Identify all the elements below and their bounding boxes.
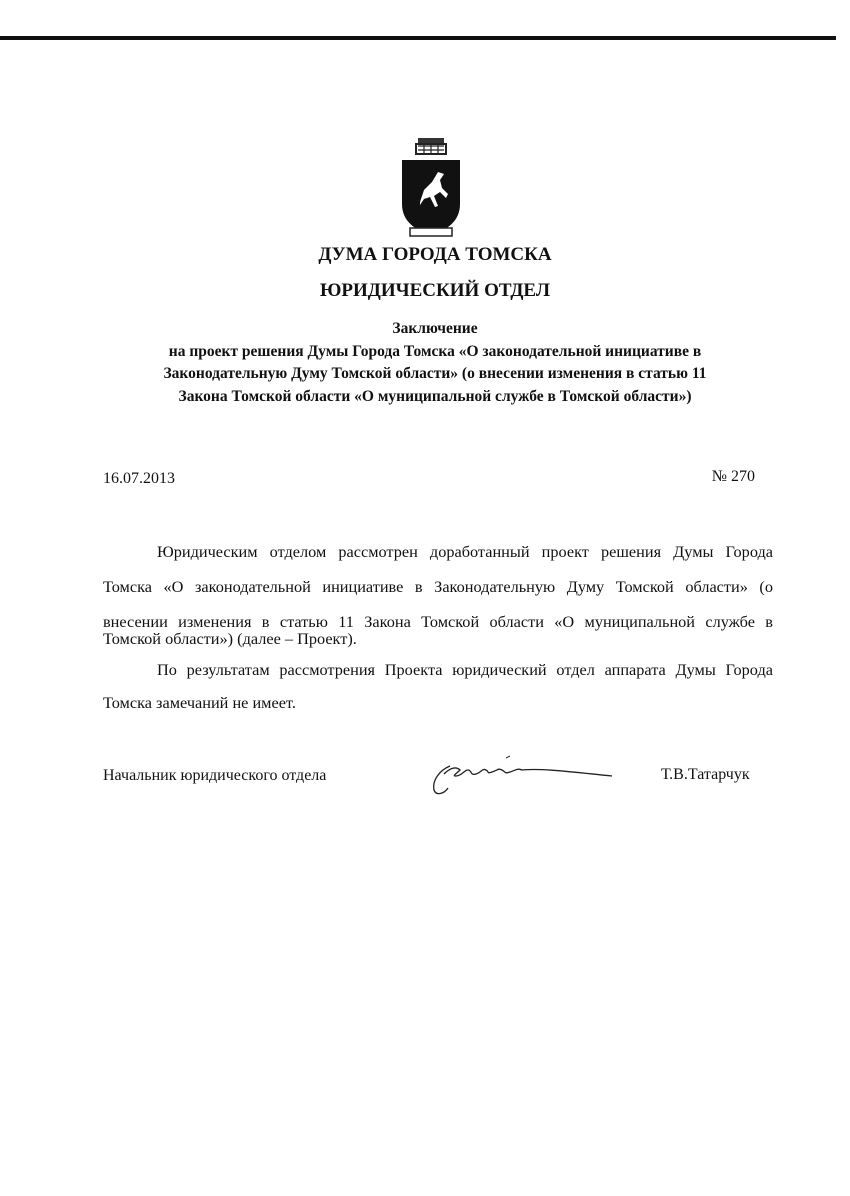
tomsk-coat-of-arms-icon [396,132,466,244]
document-subject [0,318,850,408]
subject-title: Заключение [392,320,478,337]
document-number: № 270 [711,468,755,485]
department-name: ЮРИДИЧЕСКИЙ ОТДЕЛ [320,280,550,301]
subject-line: Закона Томской области «О муниципальной службе в Томской области») [178,387,692,405]
body-line: внесении изменения в статью 11 Закона Томской области «О муниципальной службе в [103,612,773,631]
header-rule [0,36,836,40]
signatory-position: Начальник юридического отдела [103,767,327,784]
signatory-name: Т.В.Татарчук [661,766,750,783]
body-line: Томской области») (далее – Проект). [103,629,357,648]
body-line: По результатам рассмотрения Проекта юридический отдел аппарата Думы Города [157,660,773,679]
document-date: 16.07.2013 [103,470,175,487]
body-line: Томска «О законодательной инициативе в Законодательную Думу Томской области» (о [103,577,773,596]
body-line: Юридическим отделом рассмотрен доработанный проект решения Думы Города [157,542,773,561]
handwritten-signature [428,752,624,802]
organization-name: ДУМА ГОРОДА ТОМСКА [318,244,552,265]
body-line: Томска замечаний не имеет. [103,693,296,712]
subject-line: на проект решения Думы Города Томска «О законодательной инициативе в [168,342,702,360]
subject-line: Законодательную Думу Томской области» (о внесении изменения в статью 11 [163,365,707,382]
